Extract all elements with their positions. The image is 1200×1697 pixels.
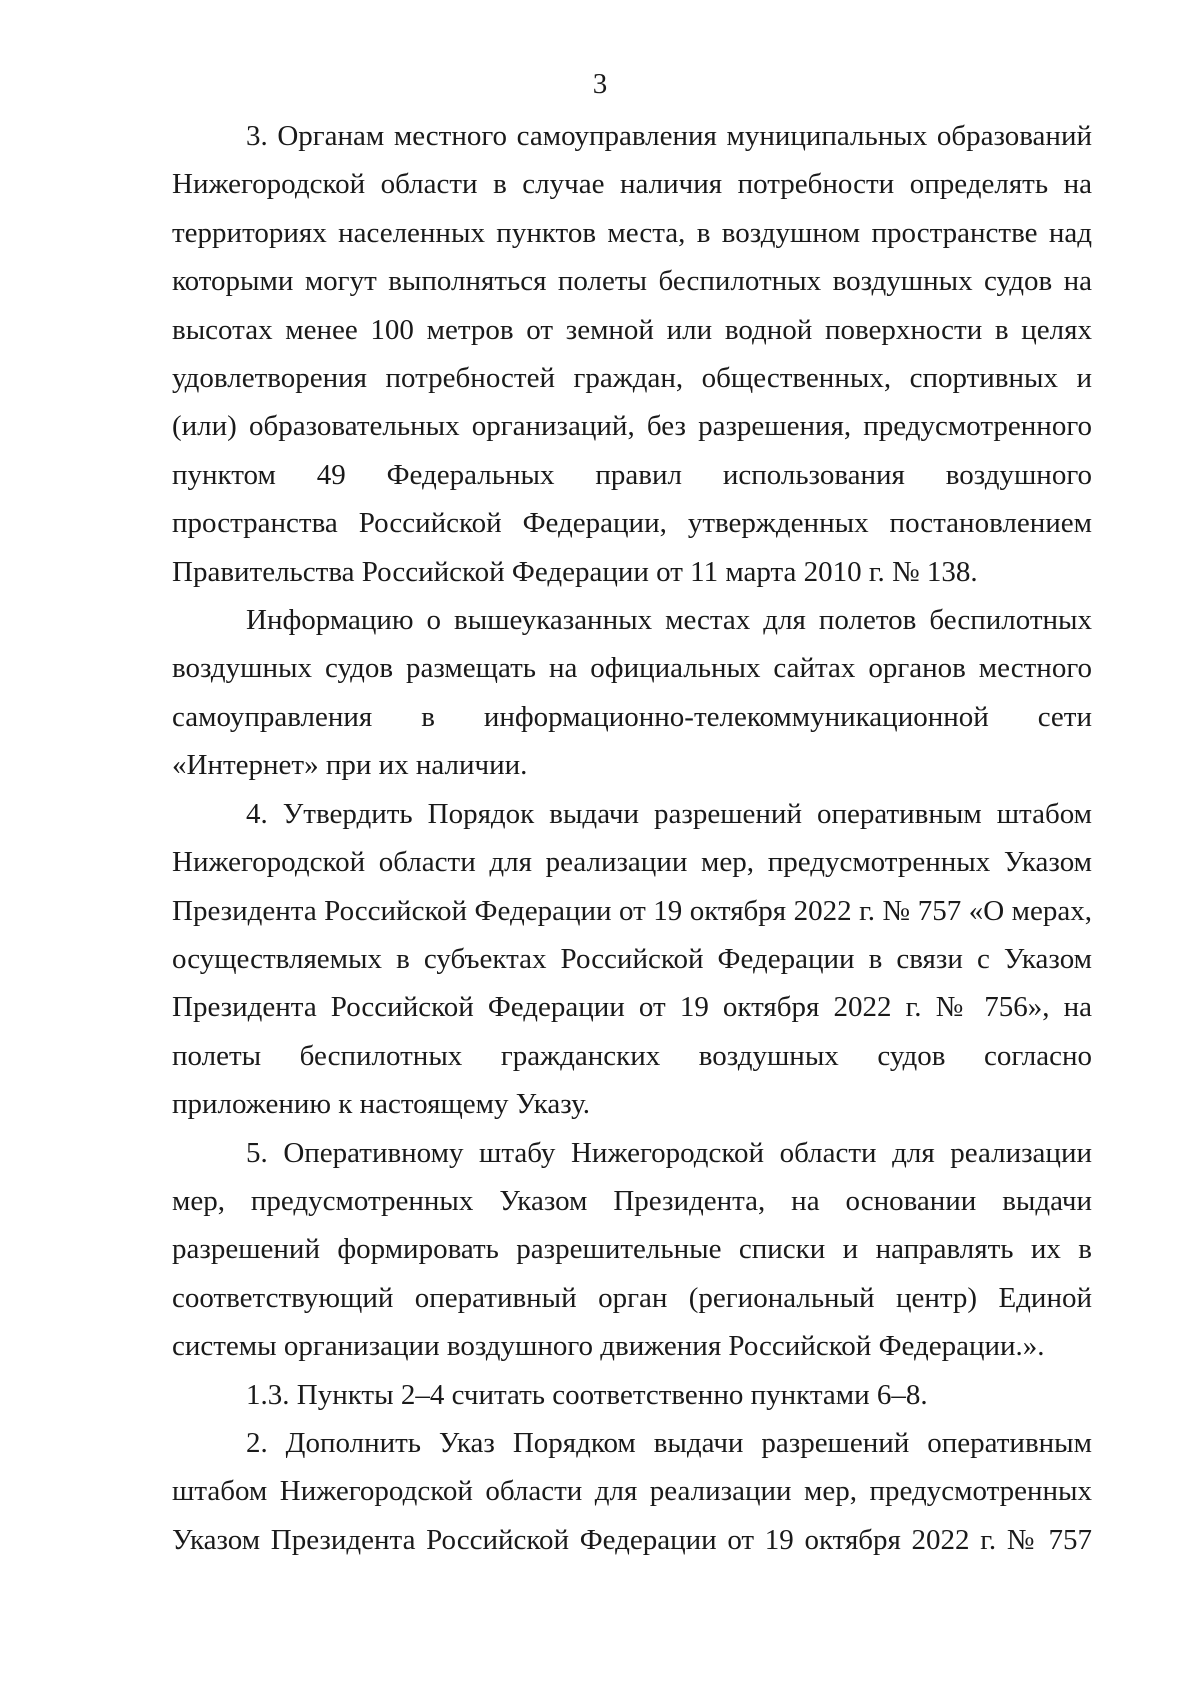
document-body [172,112,1092,1564]
paragraph-4: 4. Утвердить Порядок выдачи разрешений оперативным штабом Нижегородской области для реализации мер, предусмотренных Указом Президента Российской Федерации от 19 октября 2022 г. № 757 «О мерах, осуществляемых в субъектах Российской Федерации в связи с Указом Президента Российской Федерации от 19 октября 2022 г. № 756», на полеты беспилотных гражданских воздушных судов согласно приложению к настоящему Указу. [172,797,1092,1121]
paragraph-3: 3. Органам местного самоуправления муниципальных образований Нижегородской области в случае наличия потребности определять на территориях населенных пунктов места, в воздушном пространстве над которыми могут выполняться полеты беспилотных воздушных судов на высотах менее 100 метров от земной или водной поверхности в целях удовлетворения потребностей граждан, общественных, спортивных и (или) образовательных организаций, без разрешения, предусмотренного пунктом 49 Федеральных правил использования воздушного пространства Российской Федерации, утвержденных постановлением Правительства Российской Федерации от 11 марта 2010 г. № 138. [172,120,1092,588]
paragraph-2: 2. Дополнить Указ Порядком выдачи разрешений оперативным штабом Нижегородской области для реализации мер, предусмотренных Указом Президента Российской Федерации от 19 октября 2022 г. № 757 [172,1426,1092,1556]
paragraph-5: 5. Оперативному штабу Нижегородской области для реализации мер, предусмотренных Указом Президента, на основании выдачи разрешений формировать разрешительные списки и направлять их в соответствующий оперативный орган (региональный центр) Единой системы организации воздушного движения Российской Федерации.». [172,1136,1092,1363]
paragraph-1-3: 1.3. Пункты 2–4 считать соответственно пунктами 6–8. [246,1378,928,1411]
paragraph-3-info: Информацию о вышеуказанных местах для полетов беспилотных воздушных судов размещать на официальных сайтах органов местного самоуправления в информационно-телекоммуникационной сети «Интернет» при их наличии. [172,604,1092,782]
page-number: 3 [592,68,608,100]
